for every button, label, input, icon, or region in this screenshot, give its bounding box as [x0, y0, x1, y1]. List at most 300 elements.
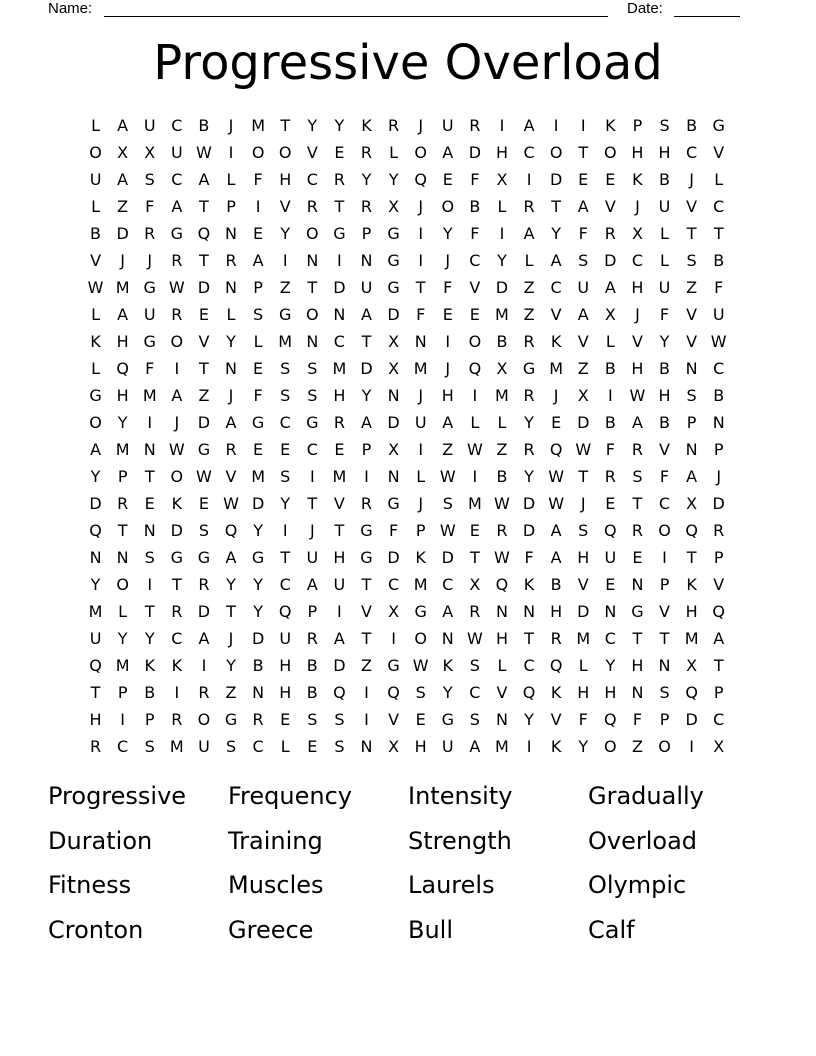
- grid-letter: O: [306, 305, 319, 324]
- word-list-item: Muscles: [228, 871, 324, 899]
- grid-letter: E: [198, 494, 209, 513]
- grid-letter: Z: [577, 359, 589, 378]
- grid-letter: I: [309, 467, 315, 486]
- date-label: Date:: [627, 0, 663, 17]
- word-list-item: Gradually: [588, 782, 704, 810]
- grid-letter: D: [251, 629, 265, 648]
- grid-letter: A: [225, 548, 237, 567]
- grid-letter: L: [660, 251, 669, 270]
- grid-letter: I: [499, 116, 505, 135]
- grid-letter: N: [523, 602, 536, 621]
- grid-letter: R: [252, 710, 264, 729]
- grid-letter: X: [388, 737, 400, 756]
- grid-letter: S: [280, 386, 291, 405]
- grid-letter: F: [659, 467, 670, 486]
- grid-letter: L: [91, 197, 100, 216]
- grid-letter: P: [713, 548, 724, 567]
- grid-letter: Y: [117, 413, 128, 432]
- grid-letter: Q: [685, 683, 698, 702]
- grid-letter: A: [442, 413, 454, 432]
- grid-letter: M: [495, 737, 509, 756]
- grid-row: [82, 409, 742, 436]
- grid-letter: N: [116, 548, 129, 567]
- grid-letter: T: [226, 602, 236, 621]
- grid-letter: A: [361, 413, 372, 432]
- grid-letter: S: [280, 467, 291, 486]
- grid-letter: O: [89, 413, 102, 432]
- grid-letter: F: [714, 278, 724, 297]
- grid-letter: Z: [117, 197, 129, 216]
- grid-letter: N: [143, 440, 156, 459]
- grid-letter: S: [415, 683, 426, 702]
- grid-letter: O: [197, 710, 211, 729]
- grid-letter: V: [713, 143, 725, 162]
- grid-letter: Q: [549, 656, 563, 675]
- grid-letter: R: [631, 440, 643, 459]
- grid-letter: S: [686, 251, 697, 270]
- grid-letter: N: [495, 710, 508, 729]
- grid-letter: Y: [524, 710, 534, 729]
- grid-letter: F: [659, 305, 670, 324]
- grid-letter: P: [307, 602, 318, 621]
- grid-letter: C: [658, 494, 671, 513]
- grid-letter: V: [577, 575, 589, 594]
- grid-letter: R: [225, 251, 237, 270]
- grid-letter: V: [659, 602, 670, 621]
- grid-letter: J: [580, 494, 586, 513]
- grid-letter: N: [225, 278, 237, 297]
- grid-letter: B: [659, 170, 670, 189]
- grid-letter: T: [578, 143, 589, 162]
- grid-letter: D: [197, 602, 211, 621]
- grid-letter: V: [631, 332, 643, 351]
- grid-letter: T: [713, 224, 724, 243]
- grid-letter: R: [198, 575, 210, 594]
- grid-letter: T: [524, 629, 534, 648]
- grid-letter: Y: [497, 251, 507, 270]
- grid-letter: U: [604, 548, 617, 567]
- grid-letter: A: [523, 116, 535, 135]
- grid-letter: G: [197, 548, 211, 567]
- grid-letter: Q: [604, 521, 617, 540]
- grid-letter: V: [686, 332, 698, 351]
- grid-letter: S: [307, 386, 318, 405]
- grid-row: [82, 301, 742, 328]
- grid-letter: W: [466, 629, 483, 648]
- grid-letter: R: [89, 737, 102, 756]
- grid-letter: V: [225, 467, 237, 486]
- grid-letter: P: [361, 440, 372, 459]
- grid-letter: U: [712, 305, 725, 324]
- grid-letter: W: [548, 467, 565, 486]
- grid-letter: S: [632, 467, 643, 486]
- grid-letter: I: [499, 224, 505, 243]
- grid-letter: H: [631, 278, 644, 297]
- grid-letter: R: [117, 494, 129, 513]
- grid-letter: T: [117, 521, 128, 540]
- word-list-item: Overload: [588, 826, 698, 855]
- grid-letter: N: [712, 413, 725, 432]
- grid-letter: M: [115, 278, 130, 297]
- grid-letter: C: [171, 629, 183, 648]
- grid-letter: O: [549, 143, 563, 162]
- grid-letter: S: [578, 251, 589, 270]
- grid-letter: B: [659, 413, 670, 432]
- grid-row: [82, 193, 742, 220]
- grid-letter: D: [197, 413, 211, 432]
- grid-letter: C: [387, 575, 400, 594]
- grid-letter: X: [604, 305, 616, 324]
- grid-letter: L: [497, 413, 507, 432]
- grid-letter: N: [414, 332, 427, 351]
- grid-letter: N: [387, 386, 400, 405]
- grid-letter: W: [439, 521, 456, 540]
- grid-row: [82, 139, 742, 166]
- grid-letter: N: [225, 359, 237, 378]
- grid-letter: Y: [90, 575, 101, 594]
- grid-letter: B: [144, 683, 156, 702]
- grid-letter: Y: [361, 386, 372, 405]
- grid-letter: Q: [387, 683, 400, 702]
- grid-row: [82, 490, 742, 517]
- grid-letter: V: [686, 305, 698, 324]
- grid-letter: L: [605, 332, 615, 351]
- grid-letter: F: [605, 440, 615, 459]
- grid-letter: O: [658, 737, 671, 756]
- grid-letter: J: [418, 386, 424, 405]
- grid-letter: J: [147, 251, 153, 270]
- grid-letter: E: [605, 494, 616, 513]
- grid-letter: B: [469, 197, 481, 216]
- grid-letter: A: [577, 305, 589, 324]
- grid-letter: U: [306, 548, 319, 567]
- grid-letter: D: [468, 143, 482, 162]
- grid-letter: M: [549, 359, 564, 378]
- grid-letter: F: [578, 710, 588, 729]
- grid-letter: L: [660, 224, 669, 243]
- grid-letter: J: [635, 305, 640, 324]
- grid-letter: Z: [523, 305, 535, 324]
- grid-letter: I: [282, 251, 288, 270]
- grid-letter: I: [364, 683, 369, 702]
- grid-letter: V: [90, 251, 102, 270]
- grid-letter: N: [225, 224, 237, 243]
- grid-letter: O: [251, 143, 265, 162]
- grid-letter: Q: [522, 683, 536, 702]
- grid-letter: E: [632, 548, 643, 567]
- grid-row: [82, 166, 742, 193]
- word-list-item: Strength: [408, 826, 512, 855]
- grid-letter: P: [659, 575, 670, 594]
- grid-letter: F: [253, 170, 263, 189]
- grid-letter: E: [198, 305, 209, 324]
- date-field-line[interactable]: [674, 16, 740, 17]
- grid-letter: Q: [549, 440, 563, 459]
- grid-letter: I: [364, 710, 369, 729]
- grid-letter: Y: [117, 629, 128, 648]
- grid-letter: C: [713, 710, 725, 729]
- grid-letter: H: [631, 359, 644, 378]
- grid-letter: G: [143, 332, 156, 351]
- grid-letter: S: [198, 521, 209, 540]
- grid-letter: I: [445, 332, 451, 351]
- grid-letter: K: [605, 116, 616, 135]
- grid-letter: A: [442, 143, 454, 162]
- grid-letter: B: [198, 116, 210, 135]
- grid-letter: D: [333, 656, 346, 675]
- grid-letter: L: [226, 305, 236, 324]
- grid-letter: X: [388, 359, 400, 378]
- grid-letter: E: [280, 440, 291, 459]
- grid-letter: C: [523, 656, 535, 675]
- grid-row: [82, 463, 742, 490]
- grid-letter: H: [658, 386, 671, 405]
- grid-letter: B: [713, 251, 725, 270]
- grid-letter: S: [334, 710, 345, 729]
- grid-letter: F: [578, 224, 588, 243]
- grid-letter: Y: [226, 656, 236, 675]
- grid-letter: F: [524, 548, 534, 567]
- grid-letter: G: [306, 413, 319, 432]
- grid-letter: R: [198, 683, 210, 702]
- grid-letter: M: [413, 575, 428, 594]
- grid-row: [82, 571, 742, 598]
- grid-letter: P: [713, 683, 724, 702]
- grid-letter: D: [387, 305, 400, 324]
- grid-letter: A: [361, 305, 372, 324]
- grid-row: [82, 220, 742, 247]
- page-title: Progressive Overload: [153, 35, 663, 91]
- grid-letter: S: [280, 359, 291, 378]
- grid-letter: K: [361, 116, 372, 135]
- grid-letter: T: [280, 116, 291, 135]
- grid-letter: M: [576, 629, 591, 648]
- grid-letter: T: [713, 656, 724, 675]
- grid-letter: R: [171, 710, 183, 729]
- grid-letter: R: [144, 224, 156, 243]
- grid-letter: T: [578, 467, 589, 486]
- grid-letter: Y: [280, 224, 291, 243]
- grid-letter: R: [360, 197, 373, 216]
- grid-letter: V: [198, 332, 210, 351]
- grid-letter: V: [550, 710, 562, 729]
- grid-letter: X: [469, 575, 481, 594]
- grid-letter: T: [334, 521, 345, 540]
- grid-row: [82, 274, 742, 301]
- grid-row: [82, 733, 742, 760]
- grid-letter: W: [494, 494, 510, 513]
- grid-letter: H: [604, 683, 617, 702]
- grid-letter: P: [144, 710, 155, 729]
- grid-letter: J: [716, 467, 722, 486]
- grid-letter: U: [658, 197, 671, 216]
- grid-letter: I: [607, 386, 613, 405]
- grid-letter: B: [550, 575, 562, 594]
- grid-letter: L: [497, 197, 507, 216]
- grid-letter: T: [199, 251, 209, 270]
- grid-letter: N: [441, 629, 454, 648]
- grid-letter: K: [686, 575, 697, 594]
- grid-letter: C: [713, 359, 725, 378]
- name-field-line[interactable]: [104, 16, 608, 17]
- grid-letter: J: [174, 413, 180, 432]
- grid-letter: X: [713, 737, 725, 756]
- grid-letter: Y: [659, 332, 670, 351]
- grid-letter: A: [333, 629, 345, 648]
- grid-letter: G: [333, 224, 346, 243]
- grid-letter: Q: [116, 359, 129, 378]
- grid-letter: M: [467, 494, 482, 513]
- grid-letter: W: [629, 386, 646, 405]
- grid-letter: D: [387, 548, 400, 567]
- grid-letter: H: [495, 143, 508, 162]
- grid-letter: V: [469, 278, 481, 297]
- grid-letter: C: [469, 251, 481, 270]
- grid-letter: M: [684, 629, 699, 648]
- grid-letter: O: [278, 143, 292, 162]
- grid-letter: H: [441, 386, 454, 405]
- grid-letter: Z: [686, 278, 698, 297]
- grid-letter: T: [551, 197, 562, 216]
- grid-letter: D: [89, 494, 102, 513]
- grid-row: [82, 436, 742, 463]
- grid-letter: M: [115, 440, 130, 459]
- grid-letter: P: [713, 440, 724, 459]
- grid-letter: G: [251, 413, 265, 432]
- grid-letter: L: [714, 170, 724, 189]
- grid-letter: A: [604, 278, 616, 297]
- grid-letter: I: [472, 467, 478, 486]
- grid-letter: Y: [578, 737, 589, 756]
- grid-letter: O: [604, 737, 617, 756]
- grid-letter: A: [550, 521, 562, 540]
- grid-letter: A: [306, 575, 318, 594]
- grid-letter: O: [116, 575, 129, 594]
- word-list-item: Calf: [588, 915, 635, 944]
- grid-letter: V: [577, 332, 589, 351]
- grid-letter: D: [577, 602, 590, 621]
- grid-letter: B: [306, 656, 318, 675]
- grid-letter: D: [549, 170, 563, 189]
- grid-letter: S: [659, 683, 670, 702]
- grid-letter: G: [631, 602, 644, 621]
- grid-letter: A: [171, 197, 183, 216]
- grid-letter: I: [553, 116, 559, 135]
- grid-letter: R: [496, 521, 508, 540]
- grid-letter: U: [170, 143, 183, 162]
- grid-letter: Q: [197, 224, 211, 243]
- grid-letter: Z: [279, 278, 291, 297]
- grid-letter: T: [361, 575, 372, 594]
- grid-letter: K: [550, 737, 562, 756]
- word-list-item: Cronton: [48, 915, 144, 944]
- grid-letter: C: [604, 629, 616, 648]
- word-list-item: Frequency: [228, 782, 352, 810]
- grid-letter: D: [116, 224, 129, 243]
- grid-letter: U: [360, 278, 373, 297]
- grid-letter: O: [306, 224, 319, 243]
- word-list-item: Greece: [228, 915, 314, 944]
- grid-letter: S: [144, 548, 155, 567]
- grid-letter: B: [306, 683, 318, 702]
- grid-letter: F: [388, 521, 399, 540]
- grid-letter: N: [89, 548, 102, 567]
- grid-letter: I: [580, 116, 586, 135]
- grid-letter: W: [168, 278, 185, 297]
- grid-letter: S: [144, 737, 155, 756]
- grid-letter: U: [279, 629, 292, 648]
- grid-letter: A: [442, 602, 454, 621]
- grid-letter: T: [686, 548, 697, 567]
- grid-letter: I: [418, 440, 424, 459]
- grid-letter: E: [253, 440, 264, 459]
- grid-letter: C: [171, 170, 183, 189]
- grid-letter: M: [88, 602, 103, 621]
- grid-letter: S: [334, 737, 345, 756]
- grid-letter: S: [686, 386, 697, 405]
- grid-letter: H: [550, 602, 563, 621]
- grid-letter: Z: [225, 683, 237, 702]
- grid-letter: Q: [468, 359, 482, 378]
- grid-letter: R: [523, 386, 535, 405]
- grid-letter: G: [89, 386, 102, 405]
- word-list: [48, 778, 768, 956]
- grid-letter: G: [441, 710, 454, 729]
- grid-letter: R: [523, 197, 535, 216]
- grid-letter: M: [115, 656, 130, 675]
- grid-letter: W: [196, 143, 212, 162]
- grid-letter: K: [550, 332, 562, 351]
- grid-letter: N: [360, 737, 373, 756]
- grid-letter: G: [387, 251, 400, 270]
- grid-letter: N: [252, 683, 265, 702]
- grid-letter: I: [120, 710, 125, 729]
- grid-letter: N: [387, 467, 400, 486]
- grid-letter: N: [685, 440, 698, 459]
- grid-letter: D: [577, 413, 590, 432]
- grid-letter: E: [307, 737, 318, 756]
- grid-letter: A: [198, 170, 210, 189]
- grid-letter: E: [442, 305, 453, 324]
- grid-letter: T: [334, 197, 345, 216]
- grid-letter: T: [171, 575, 182, 594]
- grid-letter: T: [361, 332, 372, 351]
- grid-letter: J: [445, 359, 451, 378]
- grid-row: [82, 247, 742, 274]
- grid-letter: J: [418, 197, 424, 216]
- grid-letter: N: [306, 332, 319, 351]
- grid-letter: G: [387, 278, 400, 297]
- grid-letter: M: [278, 332, 293, 351]
- grid-letter: R: [469, 116, 481, 135]
- grid-letter: T: [144, 467, 155, 486]
- grid-letter: T: [659, 629, 670, 648]
- grid-letter: B: [252, 656, 264, 675]
- grid-letter: E: [415, 710, 426, 729]
- grid-letter: C: [713, 197, 725, 216]
- grid-letter: K: [171, 494, 183, 513]
- grid-letter: L: [524, 251, 534, 270]
- grid-letter: N: [604, 602, 617, 621]
- grid-letter: E: [605, 575, 616, 594]
- grid-letter: P: [226, 197, 236, 216]
- grid-letter: B: [496, 332, 508, 351]
- grid-letter: V: [659, 440, 670, 459]
- grid-letter: R: [469, 602, 481, 621]
- grid-row: [82, 652, 742, 679]
- grid-letter: N: [333, 305, 346, 324]
- grid-letter: I: [662, 548, 667, 567]
